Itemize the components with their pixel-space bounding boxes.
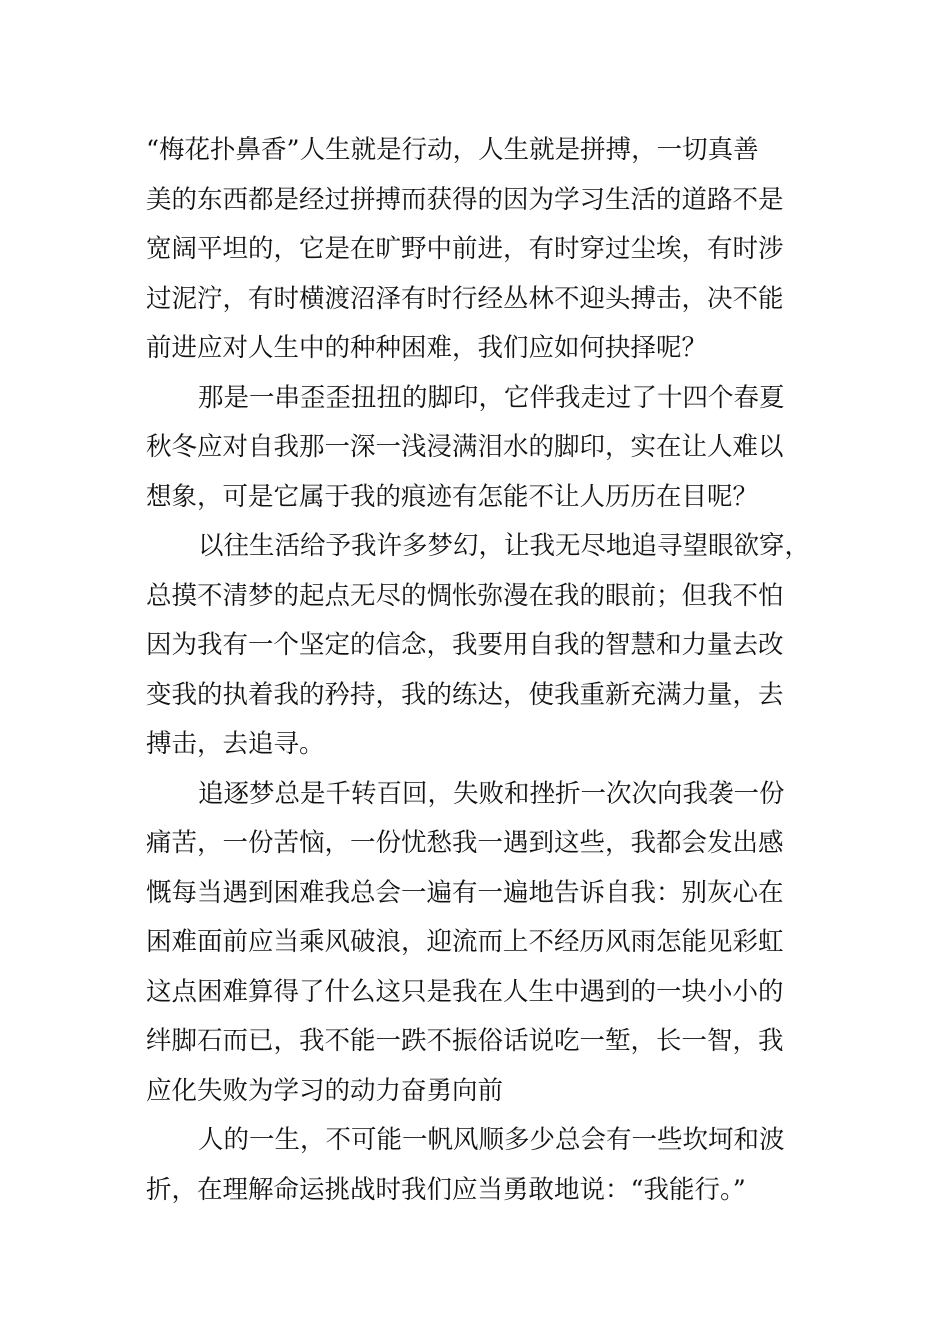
paragraph-line: 秋冬应对自我那一深一浅浸满泪水的脚印，实在让人难以 [146,432,784,462]
paragraph-line: 过泥泞，有时横渡沼泽有时行经丛林不迎头搏击，决不能 [146,283,784,314]
paragraph-line: 那是一串歪歪扭扭的脚印，它伴我走过了十四个春夏 [198,382,785,413]
paragraph-line: 因为我有一个坚定的信念，我要用自我的智慧和力量去改 [146,630,784,660]
paragraph-4 [146,770,816,1117]
paragraph-line: 美的东西都是经过拼搏而获得的因为学习生活的道路不是 [146,184,784,215]
paragraph-1 [146,126,816,374]
paragraph-line: 痛苦，一份苦恼，一份忧愁我一遇到这些，我都会发出感 [146,828,784,858]
paragraph-line: 追逐梦总是千转百回，失败和挫折一次次向我袭一份 [198,778,785,809]
paragraph-line: 人的一生，不可能一帆风顺多少总会有一些坎坷和波 [198,1125,785,1155]
paragraph-line: 以往生活给予我许多梦幻，让我无尽地追寻望眼欲穿， [198,531,811,561]
paragraph-line: 前进应对人生中的种种困难，我们应如何抉择呢？ [146,333,708,363]
paragraph-line: 绊脚石而已，我不能一跌不振俗话说吃一堑，长一智，我 [146,1026,784,1056]
paragraph-line: “梅花扑鼻香”人生就是行动，人生就是拼搏，一切真善 [146,135,759,165]
paragraph-line: 宽阔平坦的，它是在旷野中前进，有时穿过尘埃，有时涉 [146,234,784,264]
paragraph-line: 总摸不清梦的起点无尽的惆怅弥漫在我的眼前；但我不怕 [146,580,784,611]
paragraph-line: 折，在理解命运挑战时我们应当勇敢地说：“我能行。” [146,1174,746,1205]
paragraph-line: 搏击，去追寻。 [146,729,325,759]
paragraph-line: 变我的执着我的矜持，我的练达，使我重新充满力量，去 [146,679,784,710]
document-body [146,126,816,1215]
paragraph-line: 应化失败为学习的动力奋勇向前 [146,1075,504,1106]
paragraph-line: 这点困难算得了什么这只是我在人生中遇到的一块小小的 [146,976,784,1007]
paragraph-3 [146,522,816,770]
paragraph-2 [146,374,816,523]
paragraph-line: 慨每当遇到困难我总会一遍有一遍地告诉自我：别灰心在 [146,877,784,908]
paragraph-5 [146,1116,816,1215]
paragraph-line: 困难面前应当乘风破浪，迎流而上不经历风雨怎能见彩虹 [146,927,784,957]
paragraph-line: 想象，可是它属于我的痕迹有怎能不让人历历在目呢？ [146,481,759,512]
